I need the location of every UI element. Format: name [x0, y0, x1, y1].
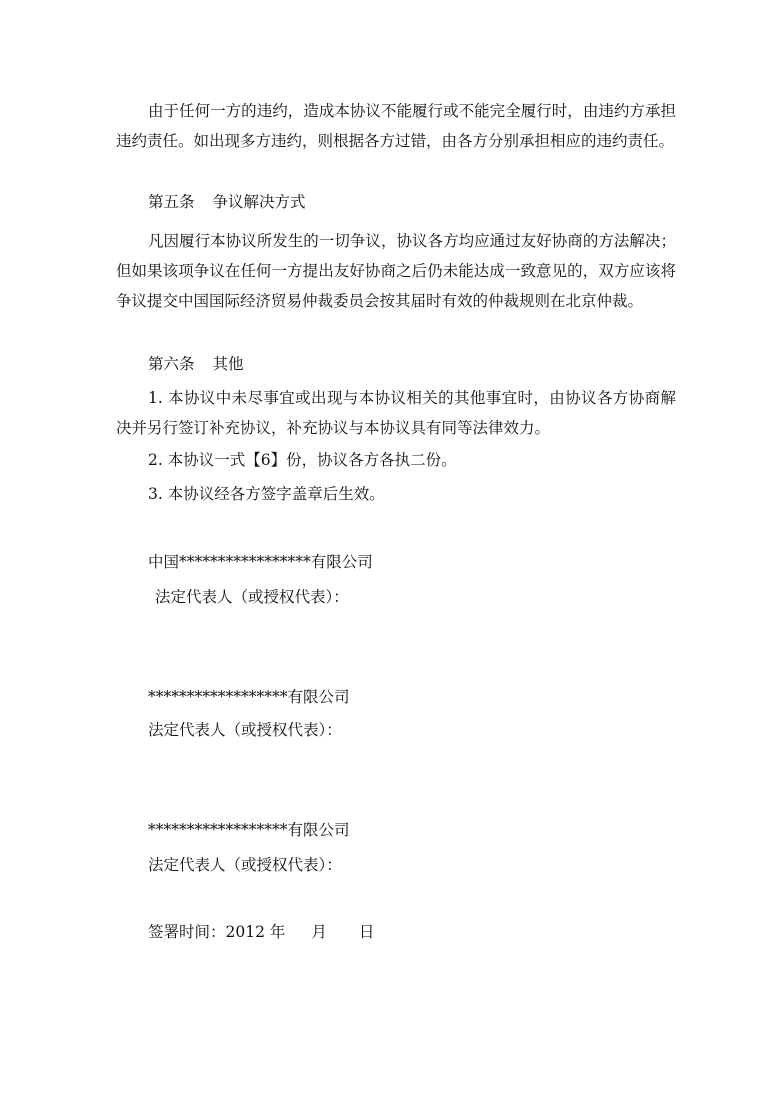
signing-date — [148, 920, 374, 944]
clause5-paragraph: 凡因履行本协议所发生的一切争议，协议各方均应通过友好协商的方法解决；但如果该项争议在任何一方提出友好协商之后仍未能达成一致意见的，双方应该将争议提交中国国际经济贸易仲裁委员会按其届时有效的仲裁规则在北京仲裁。 — [116, 232, 676, 310]
clause5-number: 第五条 — [148, 193, 195, 211]
signatory-2-representative-label: 法定代表人（或授权代表）： — [148, 721, 342, 739]
clause6-item-3: 3. 本协议经各方签字盖章后生效。 — [148, 485, 385, 503]
clause6-item-2: 2. 本协议一式【6】份，协议各方各执二份。 — [148, 451, 457, 469]
clause6-heading — [148, 352, 244, 376]
clause6-number: 第六条 — [148, 355, 195, 373]
signing-date-year: 签署时间：2012 年 — [148, 923, 286, 941]
signatory-3-representative-label: 法定代表人（或授权代表）： — [148, 856, 342, 874]
signatory-1-representative-label: 法定代表人（或授权代表）： — [155, 588, 349, 606]
clause6-item-1: 1. 本协议中未尽事宜或出现与本协议相关的其他事宜时，由协议各方协商解决并另行签订补充协议，补充协议与本协议具有同等法律效力。 — [116, 389, 676, 437]
clause5-heading — [148, 190, 306, 214]
signatory-1-company: 中国*****************有限公司 — [148, 553, 373, 571]
signing-date-month: 月 — [311, 923, 327, 941]
clause6-title: 其他 — [212, 355, 244, 373]
signatory-3-company: ******************有限公司 — [148, 821, 350, 839]
signatory-2-company: ******************有限公司 — [148, 688, 350, 706]
clause4-paragraph: 由于任何一方的违约，造成本协议不能履行或不能完全履行时，由违约方承担违约责任。如出现多方违约，则根据各方过错，由各方分别承担相应的违约责任。 — [116, 102, 676, 150]
signing-date-day: 日 — [358, 923, 375, 941]
clause5-title: 争议解决方式 — [212, 193, 306, 211]
